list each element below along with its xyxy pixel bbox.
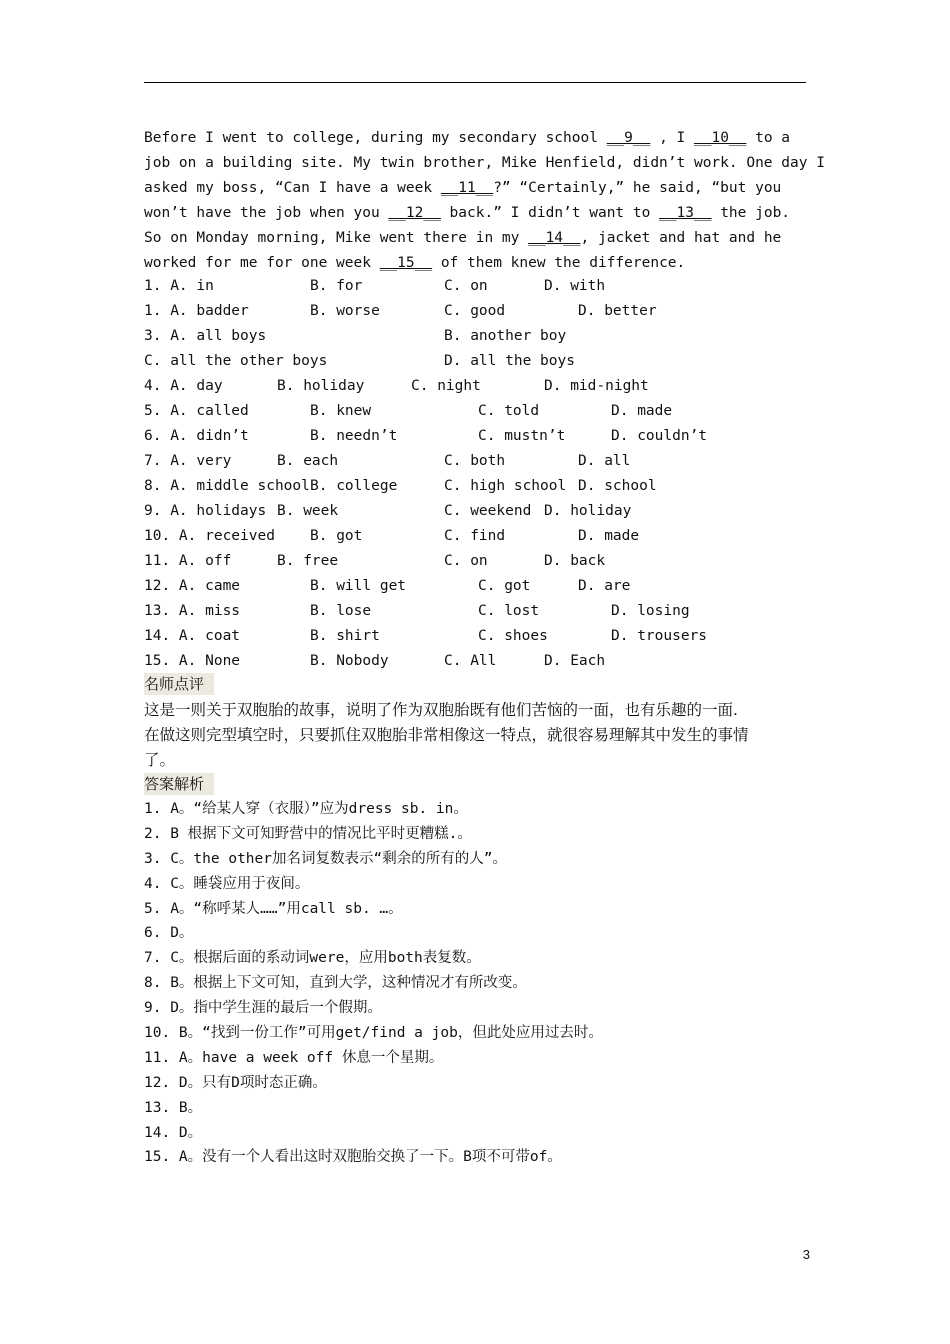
option-d: D. losing: [611, 603, 690, 619]
option-a: 6. A. didn’t: [144, 428, 249, 444]
option-b: B. another boy: [444, 328, 567, 344]
answer-line: 11. A。have a week off 休息一个星期。: [144, 1049, 444, 1066]
option-a: 12. A. came: [144, 578, 241, 594]
passage-line: [144, 151, 825, 176]
option-c: C. got: [478, 578, 531, 594]
option-c: C. weekend: [444, 503, 532, 519]
passage-text: to a: [746, 130, 791, 146]
question-row: [144, 549, 806, 574]
option-c: C. night: [411, 378, 481, 394]
option-c: C. find: [444, 528, 506, 544]
option-b: B. holiday: [277, 378, 365, 394]
answer-blank: __9__: [606, 130, 651, 146]
question-row: [144, 624, 806, 649]
answer-line: 6. D。: [144, 925, 194, 942]
option-a: 1. A. in: [144, 278, 214, 294]
question-row: [144, 474, 806, 499]
option-b: B. shirt: [310, 628, 380, 644]
answer-line: 8. B。根据上下文可知，直到大学，这种情况才有所改变。: [144, 975, 527, 992]
question-row: [144, 349, 806, 374]
option-a: 8. A. middle school: [144, 478, 310, 494]
passage-line: [144, 201, 806, 226]
option-d: D. made: [611, 403, 673, 419]
passage-text: of them knew the difference.: [432, 255, 686, 271]
question-row: [144, 324, 806, 349]
option-b: B. needn’t: [310, 428, 398, 444]
option-d: D. couldn’t: [611, 428, 708, 444]
option-a: 3. A. all boys: [144, 328, 267, 344]
header-rule: [144, 82, 806, 83]
option-d: D. with: [544, 278, 606, 294]
answer-line: 10. B。“找到一份工作”可用get/find a job，但此处应用过去时。: [144, 1025, 603, 1042]
question-options: [144, 274, 806, 674]
question-row: [144, 274, 806, 299]
option-a: 1. A. badder: [144, 303, 249, 319]
review-text: [144, 698, 808, 773]
question-row: [144, 574, 806, 599]
option-d: D. back: [544, 553, 606, 569]
option-b: B. for: [310, 278, 363, 294]
option-c: C. both: [444, 453, 506, 469]
option-b: B. free: [277, 553, 339, 569]
passage-text: ?” “Certainly,” he said, “but you: [493, 180, 782, 196]
option-a: 15. A. None: [144, 653, 241, 669]
answer-blank: __10__: [694, 130, 747, 146]
passage-text: So on Monday morning, Mike went there in my: [144, 230, 529, 246]
option-a: 4. A. day: [144, 378, 223, 394]
answer-blank: __14__: [528, 230, 581, 246]
passage-text: back.” I didn’t want to: [440, 205, 660, 221]
option-c: C. mustn’t: [478, 428, 566, 444]
passage-text: worked for me for one week: [144, 255, 380, 271]
answers-heading: 答案解析: [144, 773, 214, 795]
option-d: D. mid-night: [544, 378, 649, 394]
option-c: C. good: [444, 303, 506, 319]
answer-line: 4. C。睡袋应用于夜间。: [144, 875, 310, 892]
option-a: 11. A. off: [144, 553, 232, 569]
option-b: B. lose: [310, 603, 372, 619]
answer-blank: __15__: [379, 255, 433, 271]
answer-line: 2. B 根据下文可知野营中的情况比平时更糟糕.。: [144, 825, 472, 842]
review-line: 这是一则关于双胞胎的故事，说明了作为双胞胎既有他们苦恼的一面，也有乐趣的一面.: [144, 701, 738, 719]
option-b: D. all the boys: [444, 353, 575, 369]
option-b: B. worse: [310, 303, 380, 319]
passage-line: [144, 251, 806, 276]
review-line: 了。: [144, 751, 176, 769]
passage-text: the job.: [711, 205, 791, 221]
option-d: D. all: [578, 453, 631, 469]
cloze-passage: [144, 126, 825, 276]
option-a: 9. A. holidays: [144, 503, 267, 519]
passage-text: job on a building site. My twin brother, Mike Henfield, didn’t work. One day I: [144, 155, 825, 171]
option-b: B. knew: [310, 403, 372, 419]
option-d: D. better: [578, 303, 657, 319]
option-b: B. college: [310, 478, 398, 494]
question-row: [144, 299, 806, 324]
option-c: C. All: [444, 653, 497, 669]
answer-line: 3. C。the other加名词复数表示“剩余的所有的人”。: [144, 850, 507, 867]
option-b: B. got: [310, 528, 363, 544]
option-d: D. are: [578, 578, 631, 594]
page-number: 3: [802, 1247, 810, 1262]
option-c: C. on: [444, 553, 488, 569]
answer-line: 7. C。根据后面的系动词were，应用both表复数。: [144, 950, 481, 967]
question-row: [144, 424, 806, 449]
passage-line: [144, 226, 806, 251]
question-row: [144, 649, 806, 674]
question-row: [144, 524, 806, 549]
review-heading: 名师点评: [144, 673, 214, 695]
question-row: [144, 399, 806, 424]
passage-text: asked my boss, “Can I have a week: [144, 180, 441, 196]
option-c: C. told: [478, 403, 540, 419]
answer-line: 14. D。: [144, 1124, 203, 1141]
question-row: [144, 449, 806, 474]
option-a: 14. A. coat: [144, 628, 241, 644]
option-a: 5. A. called: [144, 403, 249, 419]
option-d: D. trousers: [611, 628, 708, 644]
option-d: D. school: [578, 478, 657, 494]
option-a: 7. A. very: [144, 453, 232, 469]
option-b: B. week: [277, 503, 339, 519]
passage-text: , I: [650, 130, 694, 146]
answer-blank: __12__: [388, 205, 441, 221]
question-row: [144, 374, 806, 399]
option-d: D. made: [578, 528, 640, 544]
answer-blank: __11__: [440, 180, 494, 196]
answer-line: 15. A。没有一个人看出这时双胞胎交换了一下。B项不可带of。: [144, 1149, 562, 1166]
review-line: 在做这则完型填空时，只要抓住双胞胎非常相像这一特点，就很容易理解其中发生的事情: [144, 726, 749, 744]
option-c: C. high school: [444, 478, 567, 494]
option-b: B. will get: [310, 578, 407, 594]
passage-line: [144, 176, 806, 201]
passage-text: Before I went to college, during my secondary school: [144, 130, 607, 146]
answer-line: 9. D。指中学生涯的最后一个假期。: [144, 1000, 382, 1017]
passage-text: won’t have the job when you: [144, 205, 389, 221]
option-c: C. shoes: [478, 628, 548, 644]
passage-text: , jacket and hat and he: [580, 230, 782, 246]
option-b: B. Nobody: [310, 653, 389, 669]
answer-line: 12. D。只有D项时态正确。: [144, 1074, 327, 1091]
option-b: B. each: [277, 453, 339, 469]
passage-line: [144, 126, 806, 151]
option-d: D. holiday: [544, 503, 632, 519]
option-d: D. Each: [544, 653, 606, 669]
option-a: C. all the other boys: [144, 353, 328, 369]
answer-line: 5. A。“称呼某人……”用call sb. …。: [144, 900, 403, 917]
answer-blank: __13__: [659, 205, 712, 221]
option-c: C. lost: [478, 603, 540, 619]
option-c: C. on: [444, 278, 488, 294]
question-row: [144, 599, 806, 624]
option-a: 10. A. received: [144, 528, 275, 544]
question-row: [144, 499, 806, 524]
answer-line: 1. A。“给某人穿（衣服）”应为dress sb. in。: [144, 801, 468, 817]
answer-line: 13. B。: [144, 1099, 203, 1116]
answer-list: [144, 797, 806, 1170]
option-a: 13. A. miss: [144, 603, 241, 619]
